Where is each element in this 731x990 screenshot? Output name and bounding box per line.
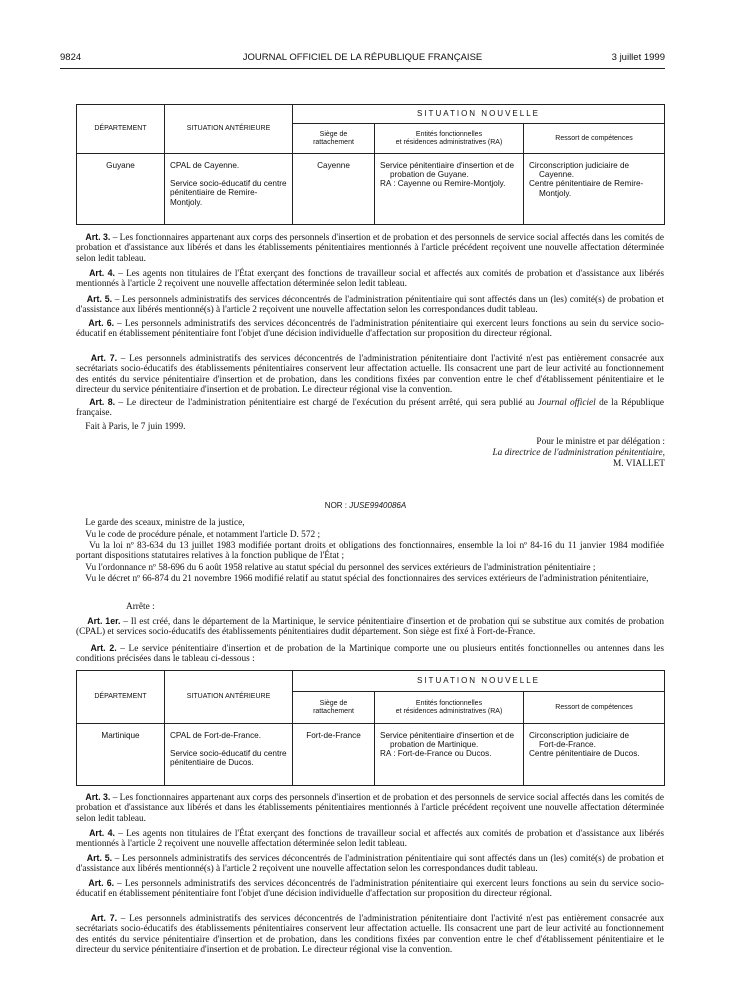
- article-paragraph: Art. 5. – Les personnels administratifs des services déconcentrés de l'administration pénitentiaire qui sont affectés dans un (les) comité(s) de probation et d'assistance aux libérés mentionné(s) à l'article 2 reçoivent une nouvelle affectation selon les correspondances dudit tableau.: [76, 294, 664, 316]
- col-entites: Entités fonctionnelles et résidences administratives (RA): [375, 124, 524, 154]
- signature-block: Pour le ministre et par délégation : La directrice de l'administration pénitentiaire, M. VIALLET: [492, 437, 665, 469]
- article-paragraph: Art. 6. – Les personnels administratifs des services déconcentrés de l'administration pénitentiaire qui exercent leurs fonctions au sein du service socio-éducatif en établissement pénitentiaire font l'objet d'une décision individuelle d'affectation sur proposition du directeur régional.: [76, 318, 664, 340]
- page-number: 9824: [60, 52, 82, 63]
- article-8: Art. 8. – Le directeur de l'administration pénitentiaire est chargé de l'exécution du présent arrêté, qui sera publié au Journal officiel de la République française.: [76, 397, 665, 419]
- preamble-line: Vu la loi nº 83-634 du 13 juillet 1983 modifiée portant droits et obligations des fonctionnaires, ensemble la loi nº 84-16 du 11 janvier 1984 modifiée portant dispositions statutaires relatives à la fonction publique de l'État ;: [76, 541, 664, 562]
- cell-departement: Guyane: [77, 154, 165, 225]
- article-paragraph: Art. 4. – Les agents non titulaires de l'État exerçant des fonctions de travailleur social et affectés aux comités de probation et d'assistance aux libérés mentionnés à l'article 2 reçoivent une nouvelle affectation déterminée selon ledit tableau.: [76, 268, 665, 290]
- article-1: Art. 1er. – Il est créé, dans le département de la Martinique, le service pénitentiaire d'insertion et de probation qui se substitue aux comités de probation (CPAL) et services socio-éducatifs des établissements pénitentiaires dudit département. Son siège est fixé à Fort-de-France.: [76, 616, 665, 638]
- col-departement: DÉPARTEMENT: [77, 105, 165, 154]
- col-departement: DÉPARTEMENT: [77, 671, 165, 724]
- nor-reference: NOR : JUSE9940086A: [324, 501, 407, 510]
- arrete: Arrête :: [126, 602, 155, 612]
- col-situation-nouvelle: SITUATION NOUVELLE: [293, 671, 665, 692]
- col-ressort: Ressort de compétences: [524, 124, 665, 154]
- cell-siege: Fort-de-France: [293, 724, 375, 786]
- cell-entites: Service pénitentiaire d'insertion et de probation de Martinique. RA : Fort-de-France ou Ducos.: [375, 724, 524, 786]
- assignment-table-guyane: [76, 104, 665, 225]
- preamble-line: Le garde des sceaux, ministre de la justice,: [85, 518, 245, 528]
- col-entites: Entités fonctionnelles et résidences administratives (RA): [375, 692, 524, 724]
- issue-date: 3 juillet 1999: [611, 52, 665, 63]
- table-row: [77, 724, 665, 786]
- cell-anterieure: CPAL de Fort-de-France. Service socio-éducatif du centre pénitentiaire de Ducos.: [165, 724, 293, 786]
- preamble-line: Vu l'ordonnance nº 58-696 du 6 août 1958 relative au statut spécial du personnel des services extérieurs de l'administration pénitentiaire ;: [85, 563, 596, 573]
- article-paragraph: Art. 7. – Les personnels administratifs des services déconcentrés de l'administration pénitentiaire dont l'activité n'est pas entièrement consacrée aux secrétariats socio-éducatifs des établissements pénitentiaires conservent leur affectation actuelle. Ils consacrent une part de leur activité au fonctionnement des entités du service pénitentiaire d'insertion et de probation, dans les conditions fixées par convention entre le chef d'établissement pénitentiaire et le directeur du service pénitentiaire d'insertion et de probation. Le directeur régional vise la convention.: [76, 913, 665, 956]
- page-header: [60, 52, 665, 66]
- cell-ressort: Circonscription judiciaire de Fort-de-France. Centre pénitentiaire de Ducos.: [524, 724, 665, 786]
- cell-siege: Cayenne: [293, 154, 375, 225]
- cell-departement: Martinique: [77, 724, 165, 786]
- col-situation-nouvelle: SITUATION NOUVELLE: [293, 105, 665, 124]
- article-paragraph: Art. 3. – Les fonctionnaires appartenant aux corps des personnels d'insertion et de probation et des personnels de service social affectés dans les comités de probation et d'assistance aux libérés et dans les établissements pénitentiaires mentionnés à l'article précédent reçoivent une nouvelle affectation déterminée selon ledit tableau.: [76, 792, 665, 824]
- preamble-line: Vu le décret nº 66-874 du 21 novembre 1966 modifié relatif au statut spécial des fonctionnaires des services extérieurs de l'administration pénitentiaire,: [85, 574, 649, 584]
- article-paragraph: Art. 7. – Les personnels administratifs des services déconcentrés de l'administration pénitentiaire dont l'activité n'est pas entièrement consacrée aux secrétariats socio-éducatifs des établissements pénitentiaires conservent leur affectation actuelle. Ils consacrent une part de leur activité au fonctionnement des entités du service pénitentiaire d'insertion et de probation, dans les conditions fixées par convention entre le chef d'établissement pénitentiaire et le directeur du service pénitentiaire d'insertion et de probation. Le directeur régional vise la convention.: [76, 353, 665, 396]
- col-siege: Siège de rattachement: [293, 124, 375, 154]
- journal-title: JOURNAL OFFICIEL DE LA RÉPUBLIQUE FRANÇAISE: [242, 52, 483, 63]
- assignment-table-martinique: [76, 670, 665, 786]
- cell-ressort: Circonscription judiciaire de Cayenne. Centre pénitentiaire de Remire- Montjoly.: [524, 154, 665, 225]
- article-paragraph: Art. 5. – Les personnels administratifs des services déconcentrés de l'administration pénitentiaire qui sont affectés dans un (les) comité(s) de probation et d'assistance aux libérés mentionné(s) à l'article 2 reçoivent une nouvelle affectation selon les correspondances dudit tableau.: [76, 853, 664, 875]
- article-paragraph: Art. 3. – Les fonctionnaires appartenant aux corps des personnels d'insertion et de probation et des personnels de service social affectés dans les comités de probation et d'assistance aux libérés et dans les établissements pénitentiaires mentionnés à l'article précédent reçoivent une nouvelle affectation déterminée selon ledit tableau.: [76, 232, 665, 264]
- article-paragraph: Art. 4. – Les agents non titulaires de l'État exerçant des fonctions de travailleur social et affectés aux comités de probation et d'assistance aux libérés mentionnés à l'article 2 reçoivent une nouvelle affectation déterminée selon ledit tableau.: [76, 828, 665, 850]
- article-2: Art. 2. – Le service pénitentiaire d'insertion et de probation de la Martinique comporte une ou plusieurs entités fonctionnelles ou antennes dans les conditions précisées dans le tableau ci-dessous :: [76, 643, 665, 665]
- article-paragraph: Art. 6. – Les personnels administratifs des services déconcentrés de l'administration pénitentiaire qui exercent leurs fonctions au sein du service socio-éducatif en établissement pénitentiaire font l'objet d'une décision individuelle d'affectation sur proposition du directeur régional.: [76, 878, 664, 900]
- col-siege: Siège de rattachement: [293, 692, 375, 724]
- col-situation-anterieure: SITUATION ANTÉRIEURE: [165, 671, 293, 724]
- col-ressort: Ressort de compétences: [524, 692, 665, 724]
- col-situation-anterieure: SITUATION ANTÉRIEURE: [165, 105, 293, 154]
- cell-anterieure: CPAL de Cayenne. Service socio-éducatif du centre pénitentiaire de Remire- Montjoly.: [165, 154, 293, 225]
- header-rule: [60, 68, 665, 69]
- preamble-line: Vu le code de procédure pénale, et notamment l'article D. 572 ;: [85, 530, 321, 540]
- table-row: [77, 154, 665, 225]
- cell-entites: Service pénitentiaire d'insertion et de probation de Guyane. RA : Cayenne ou Remire-Montjoly.: [375, 154, 524, 225]
- fait-a-paris: Fait à Paris, le 7 juin 1999.: [85, 422, 186, 432]
